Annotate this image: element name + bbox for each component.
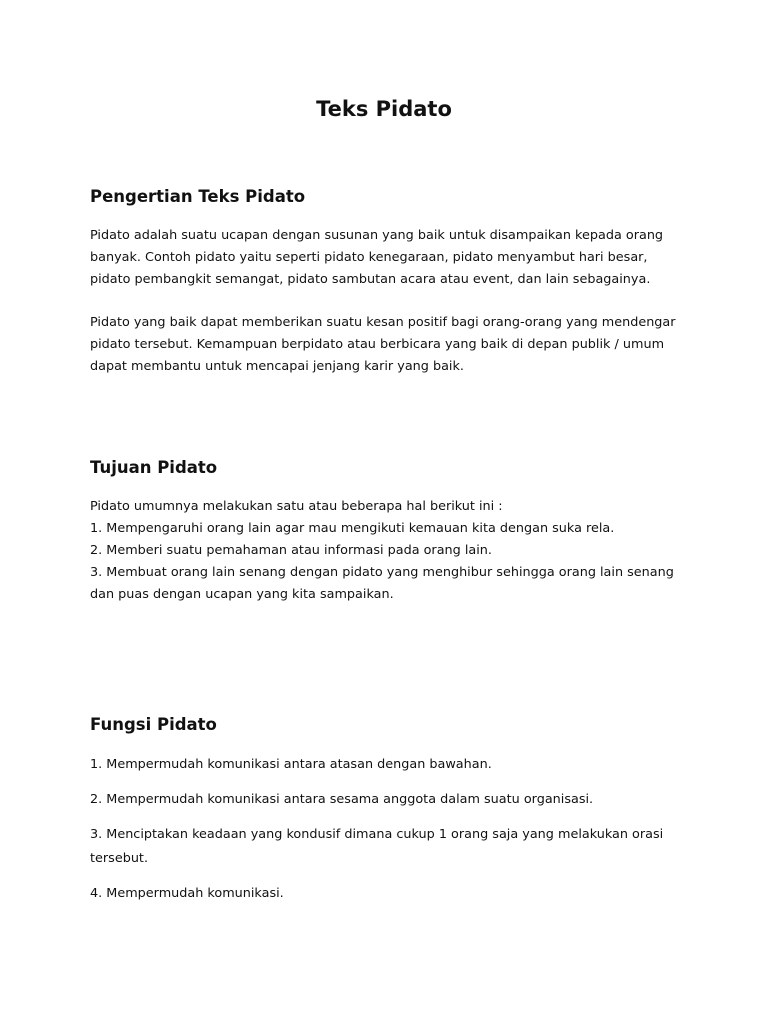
section-pengertian [90,186,685,378]
section-heading-tujuan: Tujuan Pidato [90,458,218,477]
section-heading-fungsi: Fungsi Pidato [90,715,217,734]
section-tujuan [90,457,685,606]
list-item: 3. Menciptakan keadaan yang kondusif dimana cukup 1 orang saja yang melakukan orasi tersebut. [90,827,664,866]
paragraph-pengertian-2: Pidato yang baik dapat memberikan suatu kesan positif bagi orang-orang yang mendengar pidato tersebut. Kemampuan berpidato atau berbicara yang baik di depan publik / umum dapat membantu untuk mencapai jenjang karir yang baik. [90,315,676,374]
tujuan-intro: Pidato umumnya melakukan satu atau beberapa hal berikut ini : [90,499,503,514]
paragraph-pengertian-1: Pidato adalah suatu ucapan dengan susunan yang baik untuk disampaikan kepada orang banyak. Contoh pidato yaitu seperti pidato kenegaraan, pidato menyambut hari besar, pidato pembangkit semangat, pidato sambutan acara atau event, dan lain sebagainya. [90,228,664,287]
fungsi-list [90,753,685,906]
list-item: 2. Memberi suatu pemahaman atau informasi pada orang lain. [90,543,492,558]
list-item: 1. Mempengaruhi orang lain agar mau mengikuti kemauan kita dengan suka rela. [90,521,615,536]
section-fungsi [90,714,685,917]
tujuan-list [90,518,685,606]
list-item: 3. Membuat orang lain senang dengan pidato yang menghibur sehingga orang lain senang dan puas dengan ucapan yang kita sampaikan. [90,565,674,602]
list-item: 1. Mempermudah komunikasi antara atasan dengan bawahan. [90,757,492,772]
list-item: 2. Mempermudah komunikasi antara sesama anggota dalam suatu organisasi. [90,792,594,807]
list-item: 4. Mempermudah komunikasi. [90,886,284,901]
section-heading-pengertian: Pengertian Teks Pidato [90,187,306,206]
document-title: Teks Pidato [316,97,452,121]
